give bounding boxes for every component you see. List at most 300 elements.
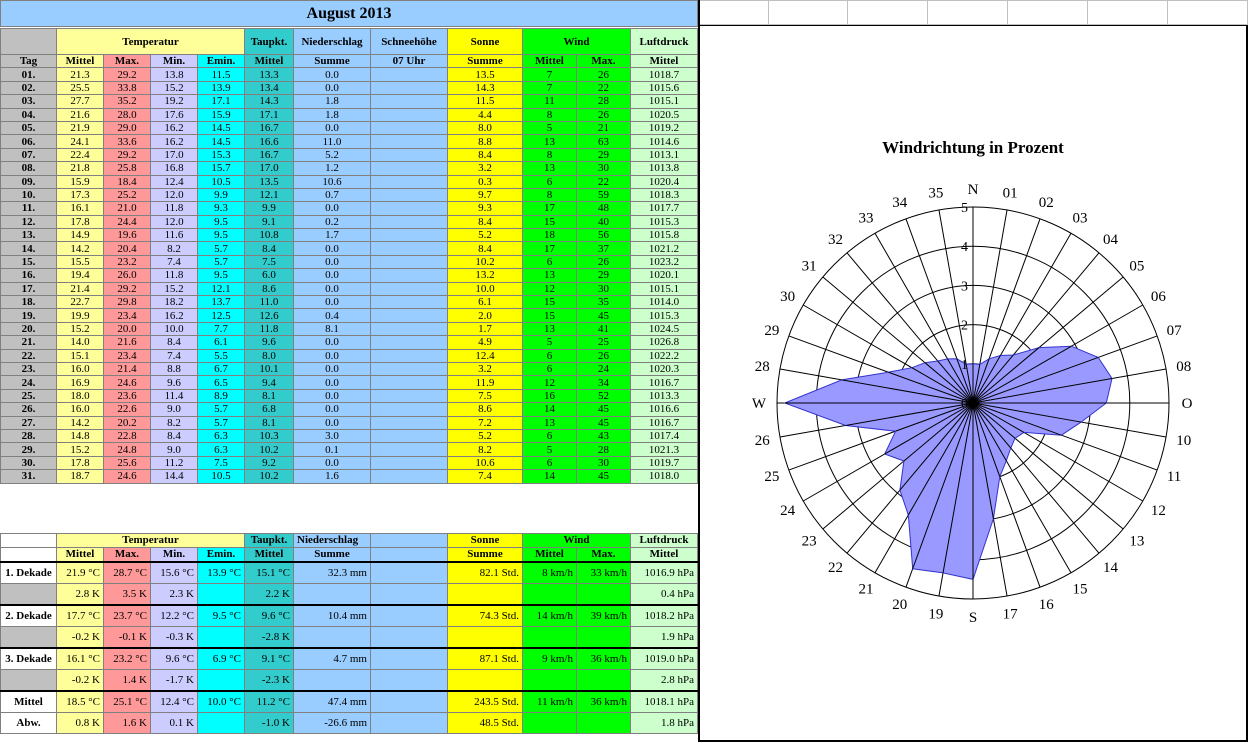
cell-wind-max[interactable]: 41 xyxy=(577,322,631,335)
cell-wind-max[interactable]: 43 xyxy=(577,429,631,442)
empty-cell[interactable] xyxy=(927,0,1008,25)
cell-taupkt[interactable]: 9.1 xyxy=(245,215,294,228)
cell-taupkt[interactable]: 8.1 xyxy=(245,389,294,402)
cell-schneehoehe[interactable] xyxy=(371,148,448,161)
cell-taupkt[interactable]: 11.0 xyxy=(245,296,294,309)
cell-day[interactable]: 03. xyxy=(1,95,57,108)
cell-sonne[interactable]: 11.5 xyxy=(448,95,523,108)
cell-emin[interactable]: 7.7 xyxy=(198,322,245,335)
cell-min[interactable]: 11.4 xyxy=(151,389,198,402)
cell-luftdruck[interactable]: 1013.3 xyxy=(631,389,698,402)
cell-wind-mittel[interactable]: 15 xyxy=(523,215,577,228)
cell-min[interactable]: 12.0 xyxy=(151,188,198,201)
cell-luftdruck[interactable]: 1020.3 xyxy=(631,362,698,375)
cell-day[interactable]: 10. xyxy=(1,188,57,201)
summary-cell-wind-mittel[interactable] xyxy=(523,713,577,734)
cell-sonne[interactable]: 10.2 xyxy=(448,255,523,268)
cell-wind-max[interactable]: 24 xyxy=(577,362,631,375)
summary-cell-min[interactable]: 12.4 °C xyxy=(151,691,198,713)
summary-cell-taupkt[interactable]: 2.2 K xyxy=(245,584,294,606)
cell-emin[interactable]: 15.7 xyxy=(198,162,245,175)
cell-wind-max[interactable]: 30 xyxy=(577,282,631,295)
summary-cell-blank[interactable] xyxy=(371,691,448,713)
cell-schneehoehe[interactable] xyxy=(371,470,448,483)
cell-mittel[interactable]: 21.9 xyxy=(57,121,104,134)
summary-cell-wind-max[interactable] xyxy=(577,670,631,692)
cell-max[interactable]: 19.6 xyxy=(104,229,151,242)
cell-wind-max[interactable]: 45 xyxy=(577,416,631,429)
cell-wind-max[interactable]: 34 xyxy=(577,376,631,389)
cell-wind-mittel[interactable]: 18 xyxy=(523,229,577,242)
summary-cell-wind-max[interactable]: 36 km/h xyxy=(577,648,631,670)
cell-min[interactable]: 18.2 xyxy=(151,296,198,309)
cell-schneehoehe[interactable] xyxy=(371,336,448,349)
cell-niederschlag[interactable]: 0.0 xyxy=(294,403,371,416)
cell-luftdruck[interactable]: 1020.4 xyxy=(631,175,698,188)
summary-cell-blank[interactable] xyxy=(371,584,448,606)
summary-cell-niederschlag[interactable] xyxy=(294,627,371,649)
cell-taupkt[interactable]: 10.3 xyxy=(245,429,294,442)
cell-niederschlag[interactable]: 1.6 xyxy=(294,470,371,483)
cell-day[interactable]: 06. xyxy=(1,135,57,148)
cell-luftdruck[interactable]: 1022.2 xyxy=(631,349,698,362)
cell-luftdruck[interactable]: 1016.6 xyxy=(631,403,698,416)
cell-wind-max[interactable]: 45 xyxy=(577,403,631,416)
cell-schneehoehe[interactable] xyxy=(371,188,448,201)
cell-schneehoehe[interactable] xyxy=(371,349,448,362)
cell-taupkt[interactable]: 9.4 xyxy=(245,376,294,389)
cell-wind-mittel[interactable]: 6 xyxy=(523,362,577,375)
summary-cell-blank[interactable] xyxy=(371,605,448,627)
cell-luftdruck[interactable]: 1021.3 xyxy=(631,443,698,456)
summary-cell-emin[interactable]: 9.5 °C xyxy=(198,605,245,627)
cell-sonne[interactable]: 4.9 xyxy=(448,336,523,349)
cell-taupkt[interactable]: 6.0 xyxy=(245,269,294,282)
cell-taupkt[interactable]: 12.6 xyxy=(245,309,294,322)
summary-cell-sonne[interactable]: 74.3 Std. xyxy=(448,605,523,627)
summary-cell-wind-max[interactable]: 39 km/h xyxy=(577,605,631,627)
summary-label[interactable]: 1. Dekade xyxy=(1,562,57,584)
cell-emin[interactable]: 9.5 xyxy=(198,229,245,242)
cell-wind-mittel[interactable]: 8 xyxy=(523,148,577,161)
cell-sonne[interactable]: 7.2 xyxy=(448,416,523,429)
summary-label[interactable]: Abw. xyxy=(1,713,57,734)
cell-luftdruck[interactable]: 1015.8 xyxy=(631,229,698,242)
cell-niederschlag[interactable]: 1.7 xyxy=(294,229,371,242)
cell-mittel[interactable]: 21.8 xyxy=(57,162,104,175)
cell-sonne[interactable]: 8.0 xyxy=(448,121,523,134)
cell-luftdruck[interactable]: 1020.1 xyxy=(631,269,698,282)
cell-mittel[interactable]: 16.0 xyxy=(57,403,104,416)
cell-niederschlag[interactable]: 0.0 xyxy=(294,202,371,215)
cell-wind-mittel[interactable]: 13 xyxy=(523,322,577,335)
cell-day[interactable]: 26. xyxy=(1,403,57,416)
cell-schneehoehe[interactable] xyxy=(371,175,448,188)
cell-schneehoehe[interactable] xyxy=(371,389,448,402)
cell-wind-max[interactable]: 22 xyxy=(577,81,631,94)
cell-day[interactable]: 09. xyxy=(1,175,57,188)
cell-taupkt[interactable]: 13.3 xyxy=(245,68,294,81)
cell-mittel[interactable]: 25.5 xyxy=(57,81,104,94)
cell-wind-mittel[interactable]: 15 xyxy=(523,296,577,309)
cell-schneehoehe[interactable] xyxy=(371,95,448,108)
cell-schneehoehe[interactable] xyxy=(371,416,448,429)
cell-schneehoehe[interactable] xyxy=(371,456,448,469)
cell-min[interactable]: 16.2 xyxy=(151,135,198,148)
summary-cell-niederschlag[interactable]: 47.4 mm xyxy=(294,691,371,713)
summary-cell-wind-mittel[interactable] xyxy=(523,627,577,649)
cell-sonne[interactable]: 0.3 xyxy=(448,175,523,188)
cell-mittel[interactable]: 21.6 xyxy=(57,108,104,121)
cell-schneehoehe[interactable] xyxy=(371,429,448,442)
cell-day[interactable]: 27. xyxy=(1,416,57,429)
summary-cell-mittel[interactable]: 21.9 °C xyxy=(57,562,104,584)
cell-day[interactable]: 01. xyxy=(1,68,57,81)
cell-wind-mittel[interactable]: 6 xyxy=(523,456,577,469)
cell-niederschlag[interactable]: 0.0 xyxy=(294,349,371,362)
summary-cell-max[interactable]: 3.5 K xyxy=(104,584,151,606)
cell-emin[interactable]: 10.5 xyxy=(198,470,245,483)
cell-max[interactable]: 29.2 xyxy=(104,148,151,161)
cell-day[interactable]: 23. xyxy=(1,362,57,375)
summary-cell-emin[interactable] xyxy=(198,670,245,692)
cell-wind-max[interactable]: 40 xyxy=(577,215,631,228)
cell-day[interactable]: 13. xyxy=(1,229,57,242)
cell-wind-max[interactable]: 28 xyxy=(577,443,631,456)
cell-wind-mittel[interactable]: 6 xyxy=(523,349,577,362)
cell-wind-max[interactable]: 21 xyxy=(577,121,631,134)
cell-wind-max[interactable]: 22 xyxy=(577,175,631,188)
cell-emin[interactable]: 11.5 xyxy=(198,68,245,81)
cell-luftdruck[interactable]: 1015.1 xyxy=(631,95,698,108)
cell-wind-mittel[interactable]: 11 xyxy=(523,95,577,108)
cell-sonne[interactable]: 1.7 xyxy=(448,322,523,335)
cell-min[interactable]: 8.4 xyxy=(151,336,198,349)
cell-schneehoehe[interactable] xyxy=(371,255,448,268)
cell-niederschlag[interactable]: 0.0 xyxy=(294,121,371,134)
cell-max[interactable]: 18.4 xyxy=(104,175,151,188)
cell-day[interactable]: 17. xyxy=(1,282,57,295)
cell-schneehoehe[interactable] xyxy=(371,296,448,309)
cell-taupkt[interactable]: 8.6 xyxy=(245,282,294,295)
cell-schneehoehe[interactable] xyxy=(371,269,448,282)
cell-luftdruck[interactable]: 1019.2 xyxy=(631,121,698,134)
cell-max[interactable]: 20.4 xyxy=(104,242,151,255)
summary-cell-taupkt[interactable]: 9.6 °C xyxy=(245,605,294,627)
cell-luftdruck[interactable]: 1018.0 xyxy=(631,470,698,483)
cell-day[interactable]: 29. xyxy=(1,443,57,456)
summary-cell-blank[interactable] xyxy=(371,713,448,734)
cell-luftdruck[interactable]: 1023.2 xyxy=(631,255,698,268)
summary-cell-emin[interactable]: 13.9 °C xyxy=(198,562,245,584)
cell-min[interactable]: 16.8 xyxy=(151,162,198,175)
summary-label[interactable]: 3. Dekade xyxy=(1,648,57,670)
cell-schneehoehe[interactable] xyxy=(371,135,448,148)
summary-cell-mittel[interactable]: -0.2 K xyxy=(57,670,104,692)
cell-taupkt[interactable]: 13.5 xyxy=(245,175,294,188)
cell-day[interactable]: 02. xyxy=(1,81,57,94)
cell-wind-max[interactable]: 52 xyxy=(577,389,631,402)
cell-sonne[interactable]: 10.6 xyxy=(448,456,523,469)
summary-cell-max[interactable]: 1.6 K xyxy=(104,713,151,734)
cell-niederschlag[interactable]: 10.6 xyxy=(294,175,371,188)
cell-mittel[interactable]: 14.0 xyxy=(57,336,104,349)
cell-min[interactable]: 12.0 xyxy=(151,215,198,228)
cell-day[interactable]: 20. xyxy=(1,322,57,335)
cell-day[interactable]: 19. xyxy=(1,309,57,322)
cell-day[interactable]: 30. xyxy=(1,456,57,469)
cell-day[interactable]: 08. xyxy=(1,162,57,175)
cell-luftdruck[interactable]: 1018.7 xyxy=(631,68,698,81)
cell-mittel[interactable]: 17.8 xyxy=(57,215,104,228)
summary-cell-max[interactable]: 28.7 °C xyxy=(104,562,151,584)
cell-mittel[interactable]: 22.4 xyxy=(57,148,104,161)
cell-wind-mittel[interactable]: 13 xyxy=(523,162,577,175)
summary-cell-min[interactable]: 9.6 °C xyxy=(151,648,198,670)
cell-day[interactable]: 25. xyxy=(1,389,57,402)
cell-min[interactable]: 16.2 xyxy=(151,309,198,322)
cell-luftdruck[interactable]: 1018.3 xyxy=(631,188,698,201)
cell-sonne[interactable]: 4.4 xyxy=(448,108,523,121)
cell-mittel[interactable]: 18.7 xyxy=(57,470,104,483)
empty-cell[interactable] xyxy=(1007,0,1088,25)
cell-mittel[interactable]: 15.2 xyxy=(57,443,104,456)
cell-niederschlag[interactable]: 0.0 xyxy=(294,456,371,469)
cell-day[interactable]: 24. xyxy=(1,376,57,389)
cell-wind-max[interactable]: 45 xyxy=(577,309,631,322)
cell-wind-max[interactable]: 26 xyxy=(577,68,631,81)
summary-cell-luftdruck[interactable]: 1019.0 hPa xyxy=(631,648,698,670)
summary-cell-sonne[interactable]: 87.1 Std. xyxy=(448,648,523,670)
cell-wind-mittel[interactable]: 7 xyxy=(523,81,577,94)
cell-mittel[interactable]: 21.3 xyxy=(57,68,104,81)
cell-day[interactable]: 12. xyxy=(1,215,57,228)
empty-cell[interactable] xyxy=(1167,0,1248,25)
summary-cell-niederschlag[interactable]: 10.4 mm xyxy=(294,605,371,627)
cell-min[interactable]: 16.2 xyxy=(151,121,198,134)
cell-wind-max[interactable]: 26 xyxy=(577,349,631,362)
summary-cell-sonne[interactable] xyxy=(448,670,523,692)
empty-cell[interactable] xyxy=(847,0,928,25)
cell-taupkt[interactable]: 17.1 xyxy=(245,108,294,121)
cell-max[interactable]: 25.2 xyxy=(104,188,151,201)
cell-luftdruck[interactable]: 1013.8 xyxy=(631,162,698,175)
cell-emin[interactable]: 5.7 xyxy=(198,242,245,255)
summary-cell-wind-mittel[interactable]: 9 km/h xyxy=(523,648,577,670)
cell-wind-mittel[interactable]: 17 xyxy=(523,202,577,215)
cell-luftdruck[interactable]: 1014.0 xyxy=(631,296,698,309)
cell-sonne[interactable]: 8.4 xyxy=(448,148,523,161)
corner-cell[interactable] xyxy=(1,29,57,55)
cell-niederschlag[interactable]: 0.0 xyxy=(294,255,371,268)
cell-niederschlag[interactable]: 0.0 xyxy=(294,81,371,94)
cell-luftdruck[interactable]: 1019.7 xyxy=(631,456,698,469)
cell-day[interactable]: 28. xyxy=(1,429,57,442)
cell-wind-max[interactable]: 26 xyxy=(577,255,631,268)
cell-niederschlag[interactable]: 8.1 xyxy=(294,322,371,335)
summary-cell-mittel[interactable]: 0.8 K xyxy=(57,713,104,734)
cell-wind-mittel[interactable]: 14 xyxy=(523,403,577,416)
cell-min[interactable]: 8.2 xyxy=(151,242,198,255)
cell-min[interactable]: 10.0 xyxy=(151,322,198,335)
cell-sonne[interactable]: 3.2 xyxy=(448,362,523,375)
cell-luftdruck[interactable]: 1015.6 xyxy=(631,81,698,94)
cell-sonne[interactable]: 9.3 xyxy=(448,202,523,215)
cell-max[interactable]: 22.8 xyxy=(104,429,151,442)
cell-min[interactable]: 11.6 xyxy=(151,229,198,242)
cell-niederschlag[interactable]: 0.0 xyxy=(294,269,371,282)
cell-max[interactable]: 28.0 xyxy=(104,108,151,121)
cell-sonne[interactable]: 8.4 xyxy=(448,242,523,255)
cell-day[interactable]: 14. xyxy=(1,242,57,255)
cell-niederschlag[interactable]: 0.0 xyxy=(294,376,371,389)
cell-wind-mittel[interactable]: 15 xyxy=(523,309,577,322)
cell-min[interactable]: 15.2 xyxy=(151,282,198,295)
cell-wind-mittel[interactable]: 7 xyxy=(523,68,577,81)
summary-cell-wind-max[interactable]: 36 km/h xyxy=(577,691,631,713)
cell-wind-mittel[interactable]: 17 xyxy=(523,242,577,255)
cell-min[interactable]: 9.0 xyxy=(151,443,198,456)
cell-min[interactable]: 17.0 xyxy=(151,148,198,161)
cell-schneehoehe[interactable] xyxy=(371,108,448,121)
cell-max[interactable]: 35.2 xyxy=(104,95,151,108)
cell-emin[interactable]: 14.5 xyxy=(198,121,245,134)
cell-max[interactable]: 21.4 xyxy=(104,362,151,375)
cell-emin[interactable]: 9.5 xyxy=(198,215,245,228)
cell-sonne[interactable]: 13.2 xyxy=(448,269,523,282)
cell-emin[interactable]: 5.7 xyxy=(198,255,245,268)
cell-emin[interactable]: 9.5 xyxy=(198,269,245,282)
cell-wind-max[interactable]: 48 xyxy=(577,202,631,215)
summary-cell-luftdruck[interactable]: 1018.1 hPa xyxy=(631,691,698,713)
cell-emin[interactable]: 9.3 xyxy=(198,202,245,215)
cell-schneehoehe[interactable] xyxy=(371,81,448,94)
cell-day[interactable]: 16. xyxy=(1,269,57,282)
cell-max[interactable]: 33.8 xyxy=(104,81,151,94)
cell-schneehoehe[interactable] xyxy=(371,322,448,335)
cell-min[interactable]: 15.2 xyxy=(151,81,198,94)
cell-min[interactable]: 7.4 xyxy=(151,349,198,362)
cell-wind-max[interactable]: 45 xyxy=(577,470,631,483)
summary-label[interactable] xyxy=(1,584,57,606)
summary-cell-luftdruck[interactable]: 0.4 hPa xyxy=(631,584,698,606)
cell-wind-mittel[interactable]: 6 xyxy=(523,255,577,268)
cell-min[interactable]: 8.8 xyxy=(151,362,198,375)
cell-wind-max[interactable]: 30 xyxy=(577,162,631,175)
cell-niederschlag[interactable]: 0.0 xyxy=(294,389,371,402)
cell-schneehoehe[interactable] xyxy=(371,202,448,215)
cell-mittel[interactable]: 16.9 xyxy=(57,376,104,389)
empty-cell[interactable] xyxy=(699,0,769,25)
cell-min[interactable]: 13.8 xyxy=(151,68,198,81)
summary-cell-taupkt[interactable]: 15.1 °C xyxy=(245,562,294,584)
cell-taupkt[interactable]: 9.6 xyxy=(245,336,294,349)
cell-min[interactable]: 12.4 xyxy=(151,175,198,188)
cell-luftdruck[interactable]: 1024.5 xyxy=(631,322,698,335)
cell-max[interactable]: 33.6 xyxy=(104,135,151,148)
cell-niederschlag[interactable]: 0.1 xyxy=(294,443,371,456)
cell-taupkt[interactable]: 13.4 xyxy=(245,81,294,94)
empty-cell[interactable] xyxy=(768,0,848,25)
cell-emin[interactable]: 5.7 xyxy=(198,416,245,429)
cell-niederschlag[interactable]: 1.8 xyxy=(294,108,371,121)
summary-cell-emin[interactable] xyxy=(198,713,245,734)
cell-taupkt[interactable]: 16.6 xyxy=(245,135,294,148)
cell-mittel[interactable]: 16.1 xyxy=(57,202,104,215)
cell-day[interactable]: 18. xyxy=(1,296,57,309)
summary-cell-wind-max[interactable]: 33 km/h xyxy=(577,562,631,584)
cell-mittel[interactable]: 14.2 xyxy=(57,242,104,255)
cell-sonne[interactable]: 8.2 xyxy=(448,443,523,456)
cell-taupkt[interactable]: 8.4 xyxy=(245,242,294,255)
summary-cell-wind-max[interactable] xyxy=(577,627,631,649)
cell-max[interactable]: 23.4 xyxy=(104,349,151,362)
summary-cell-emin[interactable] xyxy=(198,627,245,649)
cell-niederschlag[interactable]: 5.2 xyxy=(294,148,371,161)
cell-emin[interactable]: 12.5 xyxy=(198,309,245,322)
summary-cell-wind-max[interactable] xyxy=(577,713,631,734)
cell-niederschlag[interactable]: 1.2 xyxy=(294,162,371,175)
cell-sonne[interactable]: 7.5 xyxy=(448,389,523,402)
cell-wind-mittel[interactable]: 6 xyxy=(523,429,577,442)
cell-mittel[interactable]: 15.1 xyxy=(57,349,104,362)
cell-sonne[interactable]: 8.8 xyxy=(448,135,523,148)
cell-schneehoehe[interactable] xyxy=(371,68,448,81)
summary-cell-sonne[interactable] xyxy=(448,584,523,606)
cell-wind-mittel[interactable]: 5 xyxy=(523,336,577,349)
cell-max[interactable]: 20.2 xyxy=(104,416,151,429)
cell-emin[interactable]: 8.9 xyxy=(198,389,245,402)
summary-cell-niederschlag[interactable] xyxy=(294,584,371,606)
summary-corner[interactable] xyxy=(1,534,57,548)
cell-sonne[interactable]: 8.4 xyxy=(448,215,523,228)
summary-cell-max[interactable]: 25.1 °C xyxy=(104,691,151,713)
cell-taupkt[interactable]: 10.1 xyxy=(245,362,294,375)
cell-emin[interactable]: 7.5 xyxy=(198,456,245,469)
cell-sonne[interactable]: 14.3 xyxy=(448,81,523,94)
cell-schneehoehe[interactable] xyxy=(371,162,448,175)
cell-max[interactable]: 23.4 xyxy=(104,309,151,322)
cell-wind-max[interactable]: 26 xyxy=(577,108,631,121)
summary-sub-blank[interactable] xyxy=(371,548,448,563)
cell-taupkt[interactable]: 11.8 xyxy=(245,322,294,335)
cell-schneehoehe[interactable] xyxy=(371,309,448,322)
summary-cell-min[interactable]: -1.7 K xyxy=(151,670,198,692)
cell-taupkt[interactable]: 6.8 xyxy=(245,403,294,416)
cell-wind-max[interactable]: 29 xyxy=(577,269,631,282)
summary-cell-niederschlag[interactable]: 4.7 mm xyxy=(294,648,371,670)
cell-schneehoehe[interactable] xyxy=(371,362,448,375)
summary-cell-mittel[interactable]: 17.7 °C xyxy=(57,605,104,627)
summary-cell-blank[interactable] xyxy=(371,562,448,584)
cell-max[interactable]: 24.6 xyxy=(104,470,151,483)
cell-min[interactable]: 8.4 xyxy=(151,429,198,442)
cell-sonne[interactable]: 13.5 xyxy=(448,68,523,81)
cell-emin[interactable]: 17.1 xyxy=(198,95,245,108)
cell-luftdruck[interactable]: 1020.5 xyxy=(631,108,698,121)
summary-cell-luftdruck[interactable]: 1018.2 hPa xyxy=(631,605,698,627)
cell-wind-max[interactable]: 29 xyxy=(577,148,631,161)
summary-cell-sonne[interactable]: 243.5 Std. xyxy=(448,691,523,713)
cell-day[interactable]: 07. xyxy=(1,148,57,161)
cell-wind-max[interactable]: 37 xyxy=(577,242,631,255)
cell-niederschlag[interactable]: 11.0 xyxy=(294,135,371,148)
summary-cell-sonne[interactable] xyxy=(448,627,523,649)
cell-emin[interactable]: 6.7 xyxy=(198,362,245,375)
cell-emin[interactable]: 9.9 xyxy=(198,188,245,201)
cell-wind-max[interactable]: 63 xyxy=(577,135,631,148)
empty-cell[interactable] xyxy=(1087,0,1168,25)
